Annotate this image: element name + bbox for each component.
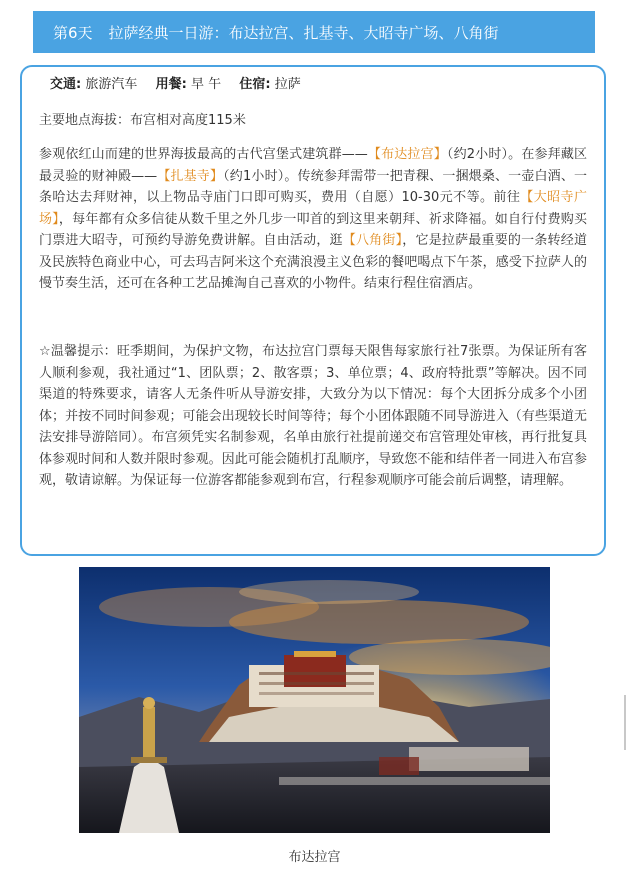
photo-caption: 布达拉宫 <box>288 850 341 865</box>
transport-label: 交通: <box>50 77 82 92</box>
meal-value: 早 午 <box>190 77 222 92</box>
itinerary-paragraph <box>39 144 587 295</box>
itinerary-text-4: ，每年都有众多信徒从数千里之外几步一叩首的到这里来朝拜、祈求降福。如自行付费购买门票进大昭寺，可预约导游免费讲解。自由活动，逛 <box>39 211 587 248</box>
potala-palace-photo <box>79 567 550 833</box>
day-number: 第6天 <box>53 23 93 42</box>
highlight-potala: 【布达拉宫】 <box>367 147 447 162</box>
itinerary-text-2: （约2小时）。在参拜藏区最灵验的财神殿—— <box>39 147 587 184</box>
meal-label: 用餐: <box>155 77 187 92</box>
potala-palace-image <box>79 567 550 833</box>
stay-value: 拉萨 <box>274 77 301 92</box>
notice-paragraph: ☆温馨提示：旺季期间，为保护文物，布达拉宫门票每天限售每家旅行社7张票。为保证所有客人顺利参观，我社通过“1、团队票；2、散客票；3、单位票；4、政府特批票”等解决。因不同渠道的特殊要求，请客人无条件听从导游安排，大致分为以下情况：每个大团拆分成多个小团体；并按不同时间参观；可能会出现较长时间等待；每个小团体跟随不同导游进入（有些渠道无法安排导游陪同）。布宫须凭实名制参观，名单由旅行社提前递交布宫管理处审核，再行批复具体参观时间和人数并限时参观。因此可能会随机打乱顺序，导致您不能和结伴者一同进入布宫参观，敬请谅解。为保证每一位游客都能参观到布宫，行程参观顺序可能会前后调整，请理解。 <box>39 344 587 488</box>
itinerary-text-1: 参观依红山而建的世界海拔最高的古代宫堡式建筑群—— <box>39 147 368 162</box>
itinerary-text-5: ，它是拉萨最重要的一条转经道及民族特色商业中心，可去玛吉阿米这个充满浪漫主义色彩的餐吧喝点下午茶，感受下拉萨人的慢节奏生活，还可在各种工艺品摊淘自己喜欢的小物件。结束行程住宿酒店。 <box>39 233 587 291</box>
scrollbar-thumb[interactable] <box>624 695 626 750</box>
highlight-zhaji: 【扎基寺】 <box>157 168 224 184</box>
day-title: 拉萨经典一日游：布达拉宫、扎基寺、大昭寺广场、八角街 <box>108 23 499 42</box>
highlight-jokhang: 【大昭寺广场】 <box>39 190 587 227</box>
itinerary-box <box>20 65 606 556</box>
meta-row <box>50 73 301 92</box>
highlight-barkhor: 【八角街】 <box>342 233 403 248</box>
day-banner <box>33 11 595 53</box>
itinerary-text-3: （约1小时）。传统参拜需带一把青稞、一捆煨桑、一壶白酒、一条哈达去拜财神，以上物品寺庙门口即可购买，费用（自愿）10-30元不等。前往 <box>39 168 587 205</box>
stay-label: 住宿: <box>239 77 271 92</box>
altitude-text: 主要地点海拔：布宫相对高度115米 <box>39 113 246 128</box>
transport-value: 旅游汽车 <box>85 77 138 92</box>
